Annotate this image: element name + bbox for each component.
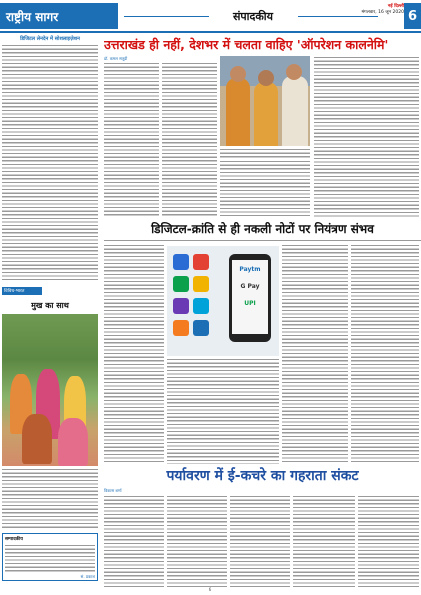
left-column-subheading: मुख का साथ [31,301,69,310]
story2-column [167,358,279,464]
left-column-body [2,44,98,282]
footer-page-mark: 6 [208,587,212,592]
info-box-byline: सं. प्रकाश [80,574,95,579]
story2-rule [104,240,421,241]
phone-screen [232,260,268,334]
story3-column [358,495,419,587]
app-label-paytm: Paytm [239,266,261,273]
section-title: संपादकीय [232,9,274,23]
brand-logo: राष्ट्रीय सागर [0,3,118,29]
app-label-upi: UPI [244,300,256,307]
story3-column [167,495,227,587]
info-box-title: सम्पादकीय [5,537,23,542]
info-box-body [5,544,95,574]
story3-byline: विकास शर्मा [104,488,122,493]
story1-photo-caption [220,148,310,158]
story1-column [162,62,217,217]
masthead-rule [0,31,421,33]
story2-column [282,244,348,464]
festival-photo [2,314,98,466]
story1-byline: डॉ. कमल सतूडी [104,56,128,61]
story3-headline: पर्यावरण में ई-कचरे का गहराता संकट [166,468,359,484]
app-label-gpay: G Pay [240,283,260,290]
left-column-tag: विविध-भारत [2,287,42,295]
page-number: 6 [404,3,421,29]
story1-column [104,62,159,217]
digital-payment-phone-photo [167,246,279,356]
date-city: नई दिल्ली [387,4,404,9]
story3-column [230,495,290,587]
story1-column [220,160,310,217]
story2-column [104,244,164,464]
left-info-box [2,533,98,581]
story2-column [351,244,419,464]
date-text: मंगलवार, 16 जून 2020 [361,10,404,15]
date-box [342,4,404,28]
photo-caption [2,468,98,530]
saffron-men-photo [220,56,310,146]
story2-headline: डिजिटल-क्रांति से ही नकली नोटों पर नियंत्रण संभव [151,222,374,236]
story1-column [314,56,419,217]
left-column-heading: डिजिटल लेनदेन में सोशलाइज़ेशन [20,36,80,42]
story3-column [104,495,164,587]
left-column-article [2,36,98,286]
story1-headline: उत्तराखंड ही नहीं, देशभर में चलता वाहिए 'ऑपरेशन कालनेमि' [104,37,389,52]
story3-column [293,495,355,587]
